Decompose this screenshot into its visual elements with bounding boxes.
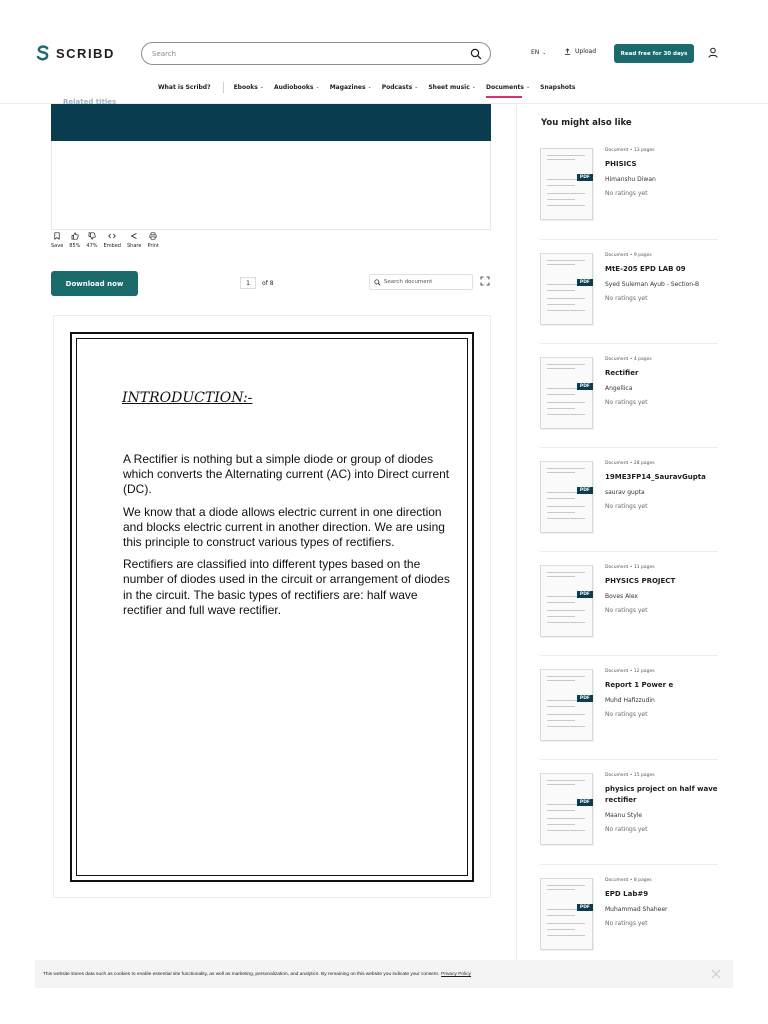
thumbnail-text-line bbox=[547, 680, 575, 681]
recommendation-card[interactable] bbox=[540, 253, 718, 357]
recommendation-author[interactable]: Boves Alex bbox=[605, 593, 638, 600]
document-body bbox=[123, 452, 458, 625]
close-icon[interactable] bbox=[711, 969, 721, 979]
thumbnail-text-line bbox=[547, 310, 585, 311]
thumbnail-text-line bbox=[547, 185, 575, 186]
document-paragraph: We know that a diode allows electric current in one direction and blocks electric current in another direction. We are using this principle to construct various types of rectifiers. bbox=[123, 504, 445, 550]
document-thumbnail[interactable] bbox=[540, 461, 593, 533]
recommendation-title[interactable]: PHISICS bbox=[605, 160, 637, 168]
thumbnail-text-line bbox=[547, 889, 575, 890]
recommendation-rating: No ratings yet bbox=[605, 711, 648, 718]
language-label: EN bbox=[531, 49, 540, 56]
recommendation-divider bbox=[540, 343, 718, 344]
page-navigator bbox=[240, 277, 274, 289]
chevron-down-icon: ⌄ bbox=[315, 84, 320, 90]
fullscreen-icon[interactable] bbox=[480, 276, 490, 286]
download-now-button[interactable]: Download now bbox=[51, 271, 138, 296]
thumbnail-text-line bbox=[547, 726, 585, 727]
document-actions bbox=[51, 232, 159, 249]
recommendation-rating: No ratings yet bbox=[605, 607, 648, 614]
thumbnail-text-line bbox=[547, 929, 575, 930]
recommendation-author[interactable]: saurav gupta bbox=[605, 489, 645, 496]
chevron-down-icon: ⌄ bbox=[525, 84, 531, 90]
print-icon bbox=[149, 232, 157, 240]
scribd-logo[interactable] bbox=[36, 45, 132, 61]
thumbnail-text-line bbox=[547, 676, 585, 677]
recommendation-card[interactable] bbox=[540, 669, 718, 773]
thumbnail-text-line bbox=[547, 706, 575, 707]
scribd-s-icon bbox=[36, 45, 50, 61]
pdf-badge: PDF bbox=[577, 695, 593, 702]
recommendation-author[interactable]: Muhd Hafizzudin bbox=[605, 697, 655, 704]
nav-sheet-music[interactable]: Sheet music ⌄ bbox=[428, 83, 476, 91]
thumbnail-text-line bbox=[547, 205, 585, 206]
related-titles-label: Related titles bbox=[63, 98, 117, 106]
recommendation-title[interactable]: 19ME3FP14_SauravGupta bbox=[605, 473, 706, 481]
thumbnail-text-line bbox=[547, 264, 575, 265]
search-icon[interactable] bbox=[470, 48, 482, 60]
search-input[interactable] bbox=[152, 50, 470, 58]
recommendation-author[interactable]: Muhammad Shaheer bbox=[605, 906, 668, 913]
downvote-button[interactable]: 47% bbox=[86, 232, 97, 249]
recommendation-title[interactable]: Report 1 Power e bbox=[605, 681, 674, 689]
embed-button[interactable]: Embed bbox=[104, 232, 121, 249]
category-nav bbox=[158, 80, 585, 94]
recommendation-divider bbox=[540, 864, 718, 865]
thumbnail-text-line bbox=[547, 616, 575, 617]
document-thumbnail[interactable] bbox=[540, 148, 593, 220]
pdf-badge: PDF bbox=[577, 591, 593, 598]
recommendation-rating: No ratings yet bbox=[605, 826, 648, 833]
upload-label: Upload bbox=[575, 48, 597, 55]
recommendation-card[interactable] bbox=[540, 461, 718, 565]
thumbnail-text-line bbox=[547, 512, 575, 513]
document-thumbnail[interactable] bbox=[540, 565, 593, 637]
thumbnail-text-line bbox=[547, 714, 585, 715]
pdf-badge: PDF bbox=[577, 174, 593, 181]
save-button[interactable]: Save bbox=[51, 232, 63, 249]
nav-podcasts[interactable]: Podcasts ⌄ bbox=[381, 83, 419, 91]
thumbnail-text-line bbox=[547, 506, 585, 507]
nav-separator bbox=[223, 82, 224, 93]
recommendation-card[interactable] bbox=[540, 357, 718, 461]
nav-what-is-scribd[interactable]: What is Scribd? bbox=[158, 83, 211, 91]
bookmark-icon bbox=[53, 232, 61, 240]
thumbnail-text-line bbox=[547, 402, 585, 403]
thumbnail-text-line bbox=[547, 298, 585, 299]
thumbnail-text-line bbox=[547, 364, 585, 365]
thumbnail-text-line bbox=[547, 720, 575, 721]
recommendation-meta: Document • 9 pages bbox=[605, 253, 652, 258]
pdf-badge: PDF bbox=[577, 904, 593, 911]
thumbnail-text-line bbox=[547, 923, 585, 924]
recommendation-divider bbox=[540, 759, 718, 760]
chevron-down-icon: ⌄ bbox=[367, 84, 372, 90]
thumbnail-text-line bbox=[547, 408, 575, 409]
thumbnail-text-line bbox=[547, 260, 585, 261]
thumbnail-text-line bbox=[547, 784, 575, 785]
site-header bbox=[36, 36, 733, 70]
upload-button[interactable] bbox=[564, 48, 596, 55]
recommendation-rating: No ratings yet bbox=[605, 920, 648, 927]
chevron-down-icon: ⌄ bbox=[542, 49, 547, 56]
thumbnail-text-line bbox=[547, 414, 585, 415]
chevron-down-icon: ⌄ bbox=[414, 84, 419, 90]
thumbnail-text-line bbox=[547, 830, 585, 831]
recommendation-card[interactable] bbox=[540, 773, 718, 877]
pdf-badge: PDF bbox=[577, 487, 593, 494]
recommendation-meta: Document • 12 pages bbox=[605, 669, 655, 674]
embed-icon bbox=[108, 232, 116, 240]
recommendation-card[interactable] bbox=[540, 565, 718, 669]
recommendation-meta: Document • 13 pages bbox=[605, 148, 655, 153]
thumbnail-text-line bbox=[547, 622, 585, 623]
search-icon bbox=[374, 279, 381, 286]
page-total: of 8 bbox=[262, 279, 274, 287]
pdf-badge: PDF bbox=[577, 383, 593, 390]
thumbnail-text-line bbox=[547, 810, 575, 811]
document-thumbnail[interactable] bbox=[540, 357, 593, 429]
thumbnail-text-line bbox=[547, 368, 575, 369]
document-search-input[interactable] bbox=[384, 279, 468, 285]
related-titles-banner bbox=[51, 98, 491, 141]
chevron-down-icon: ⌄ bbox=[471, 84, 476, 90]
document-search[interactable] bbox=[369, 274, 473, 290]
share-button[interactable]: Share bbox=[127, 232, 141, 249]
recommendation-meta: Document • 8 pages bbox=[605, 878, 652, 883]
thumbs-up-icon bbox=[71, 232, 79, 240]
thumbnail-text-line bbox=[547, 610, 585, 611]
document-thumbnail[interactable] bbox=[540, 669, 593, 741]
thumbnail-text-line bbox=[547, 576, 575, 577]
recommendation-meta: Document • 15 pages bbox=[605, 773, 655, 778]
cookie-text: This website stores data such as cookies to enable essential site functionality, as well as marketing, personalization, and analytics. By remaining on this website you indicate your consent. bbox=[43, 971, 440, 977]
recommendation-rating: No ratings yet bbox=[605, 399, 648, 406]
thumbnail-text-line bbox=[547, 199, 575, 200]
recommendation-card[interactable] bbox=[540, 148, 718, 252]
document-thumbnail[interactable] bbox=[540, 878, 593, 950]
document-page bbox=[53, 315, 491, 898]
recommendation-title[interactable]: physics project on half wave rectifier bbox=[605, 785, 718, 804]
pdf-badge: PDF bbox=[577, 279, 593, 286]
thumbnail-text-line bbox=[547, 602, 575, 603]
thumbnail-text-line bbox=[547, 935, 585, 936]
recommendation-rating: No ratings yet bbox=[605, 190, 648, 197]
nav-audiobooks[interactable]: Audiobooks ⌄ bbox=[273, 83, 320, 91]
document-thumbnail[interactable] bbox=[540, 253, 593, 325]
sidebar-divider bbox=[516, 104, 517, 964]
thumbnail-text-line bbox=[547, 498, 575, 499]
thumbnail-text-line bbox=[547, 468, 585, 469]
recommendation-title[interactable]: EPD Lab#9 bbox=[605, 890, 649, 898]
document-paragraph: A Rectifier is nothing but a simple diode or group of diodes which converts the Alternating current (AC) into Direct current (DC). bbox=[123, 452, 450, 497]
page-border bbox=[70, 332, 474, 882]
document-thumbnail[interactable] bbox=[540, 773, 593, 845]
cookie-banner bbox=[35, 960, 733, 988]
thumbnail-text-line bbox=[547, 518, 585, 519]
recommendation-divider bbox=[540, 655, 718, 656]
recommendation-divider bbox=[540, 551, 718, 552]
thumbnail-text-line bbox=[547, 780, 585, 781]
recommendation-title[interactable]: MtE-205 EPD LAB 09 bbox=[605, 265, 686, 273]
recommendation-meta: Document • 11 pages bbox=[605, 565, 655, 570]
page-number-input[interactable]: 1 bbox=[240, 277, 256, 289]
thumbnail-text-line bbox=[547, 472, 575, 473]
nav-ebooks[interactable]: Ebooks ⌄ bbox=[233, 83, 264, 91]
document-heading: INTRODUCTION:- bbox=[122, 390, 253, 406]
share-icon bbox=[130, 232, 138, 240]
recommendation-title[interactable]: Rectifier bbox=[605, 369, 639, 377]
recommendation-title[interactable]: PHYSICS PROJECT bbox=[605, 577, 676, 585]
chevron-down-icon: ⌄ bbox=[259, 84, 264, 90]
logo-text: SCRIBD bbox=[56, 45, 115, 61]
thumbnail-text-line bbox=[547, 193, 585, 194]
thumbnail-text-line bbox=[547, 159, 575, 160]
search-bar[interactable] bbox=[141, 42, 491, 65]
recommendation-meta: Document • 4 pages bbox=[605, 357, 652, 362]
read-free-button[interactable]: Read free for 30 days bbox=[614, 44, 694, 63]
thumbnail-text-line bbox=[547, 915, 575, 916]
thumbnail-text-line bbox=[547, 818, 585, 819]
thumbs-down-icon bbox=[88, 232, 96, 240]
language-selector[interactable] bbox=[531, 49, 546, 56]
upload-icon bbox=[564, 48, 571, 55]
thumbnail-text-line bbox=[547, 394, 575, 395]
thumbnail-text-line bbox=[547, 572, 585, 573]
recommendation-rating: No ratings yet bbox=[605, 503, 648, 510]
thumbnail-text-line bbox=[547, 290, 575, 291]
recommendation-rating: No ratings yet bbox=[605, 295, 648, 302]
recommendation-author[interactable]: Syed Suleman Ayub - Section-B bbox=[605, 281, 700, 288]
nav-snapshots[interactable]: Snapshots bbox=[540, 83, 576, 91]
nav-magazines[interactable]: Magazines ⌄ bbox=[329, 83, 372, 91]
thumbnail-text-line bbox=[547, 155, 585, 156]
recommendation-meta: Document • 28 pages bbox=[605, 461, 655, 466]
pdf-badge: PDF bbox=[577, 799, 593, 806]
user-account-icon[interactable] bbox=[706, 46, 720, 60]
document-paragraph: Rectifiers are classified into different types based on the number of diodes used in the circuit or arrangement of diodes in the circuit. The basic types of rectifiers are: half wave rectifier and full wave rectifier. bbox=[123, 557, 450, 617]
recommendations-title: You might also like bbox=[541, 118, 632, 128]
thumbnail-text-line bbox=[547, 824, 575, 825]
thumbnail-text-line bbox=[547, 885, 585, 886]
privacy-policy-link[interactable]: Privacy Policy bbox=[441, 971, 471, 977]
thumbnail-text-line bbox=[547, 304, 575, 305]
recommendation-divider bbox=[540, 239, 718, 240]
recommendation-author[interactable]: Himanshu Diwan bbox=[605, 176, 656, 183]
recommendation-author[interactable]: Maanu Style bbox=[605, 812, 643, 819]
print-button[interactable]: Print bbox=[147, 232, 159, 249]
upvote-button[interactable]: 85% bbox=[69, 232, 80, 249]
recommendation-divider bbox=[540, 447, 718, 448]
related-titles-panel bbox=[51, 141, 491, 230]
nav-documents[interactable]: Documents ⌄ bbox=[485, 83, 531, 91]
recommendation-author[interactable]: Angellica bbox=[605, 385, 633, 392]
